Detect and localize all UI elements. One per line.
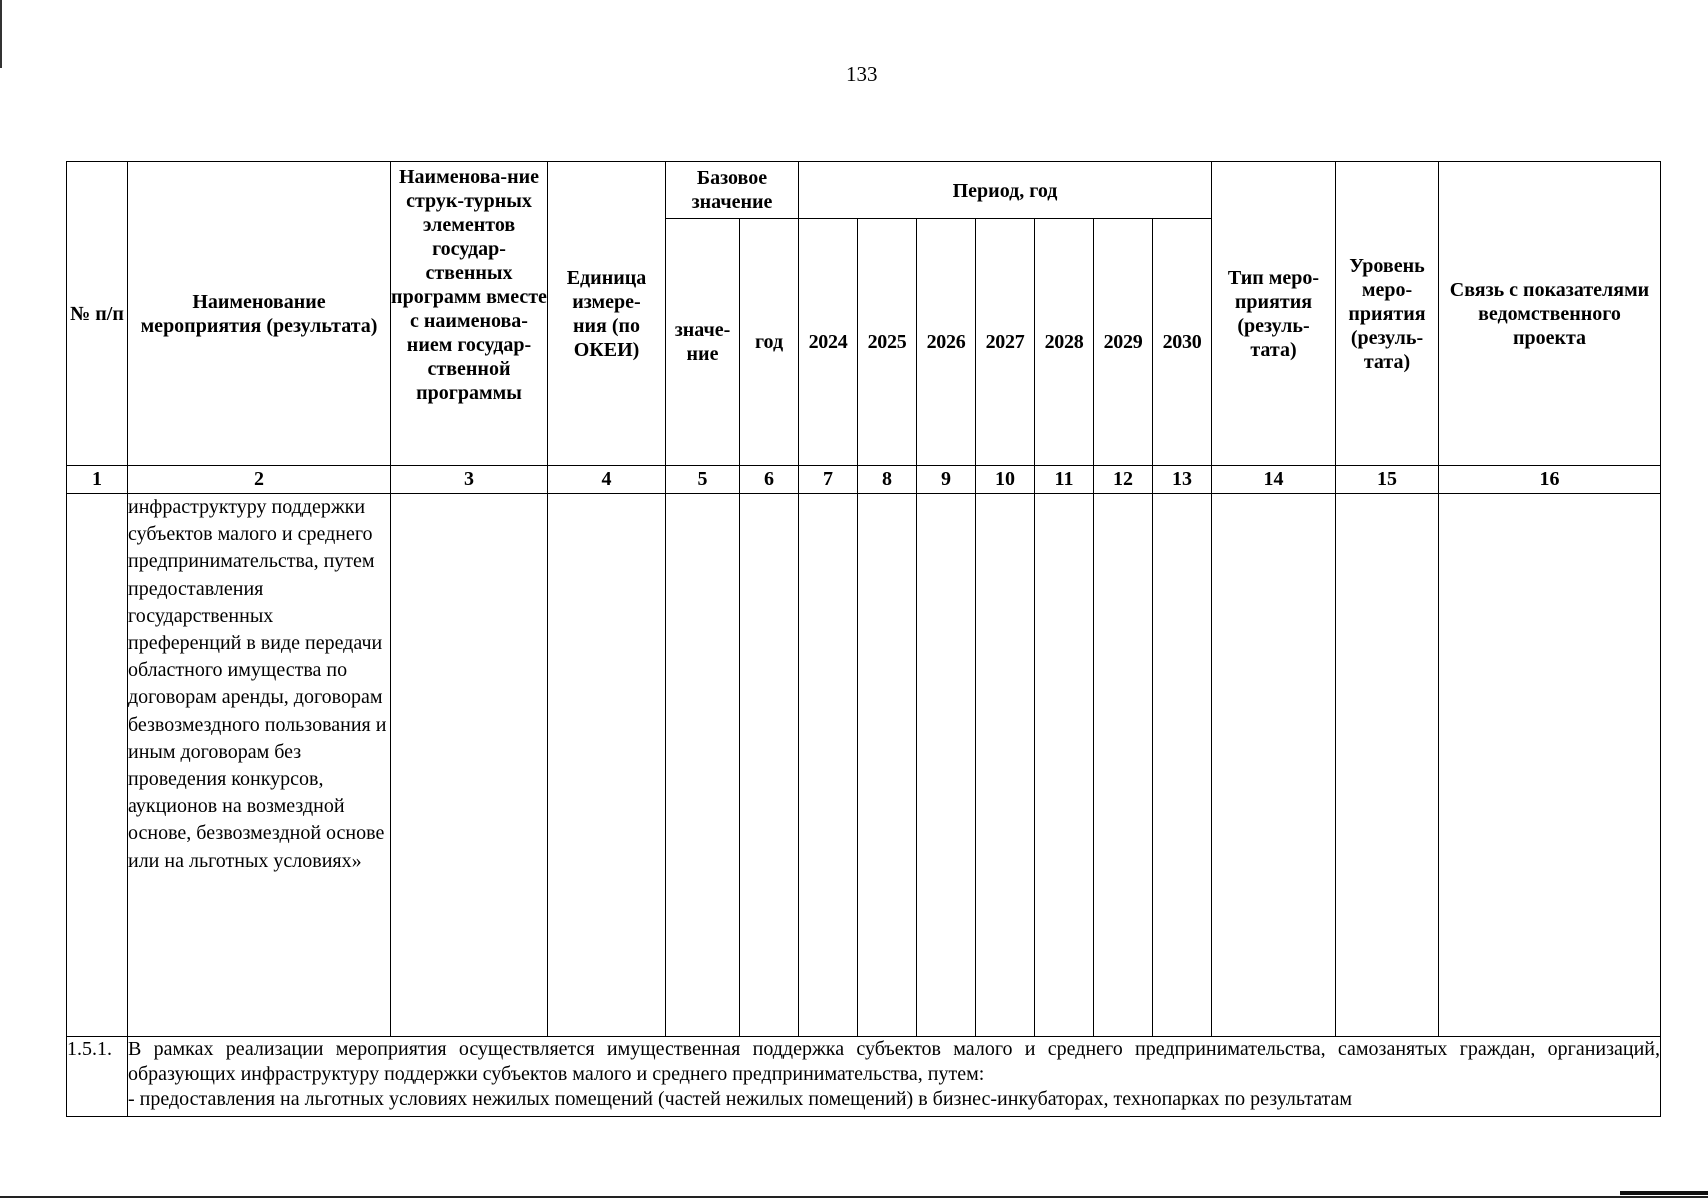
column-number: 9	[917, 466, 976, 494]
note-paragraph: В рамках реализации мероприятия осуществляется имущественная поддержка субъектов малого и среднего предпринимательства, самозанятых граждан, организаций, образующих инфраструктуру поддержки субъектов малого и среднего предпринимательства, путем:	[128, 1038, 1660, 1085]
empty-cell	[740, 494, 799, 1037]
column-number: 8	[858, 466, 917, 494]
header-year-2024: 2024	[799, 219, 858, 466]
header-year-2029: 2029	[1094, 219, 1153, 466]
empty-cell	[1439, 494, 1661, 1037]
header-measure-level: Уровень меро-приятия (резуль-тата)	[1336, 162, 1439, 466]
empty-cell	[1035, 494, 1094, 1037]
header-year-2027: 2027	[976, 219, 1035, 466]
header-period: Период, год	[799, 162, 1212, 219]
empty-cell	[1153, 494, 1212, 1037]
column-number: 3	[391, 466, 548, 494]
column-number: 2	[128, 466, 391, 494]
header-year-2026: 2026	[917, 219, 976, 466]
note-row	[67, 1037, 1661, 1117]
header-year-2025: 2025	[858, 219, 917, 466]
empty-cell	[1094, 494, 1153, 1037]
header-base-value-year: год	[740, 219, 799, 466]
column-number: 14	[1212, 466, 1336, 494]
header-unit: Единица измере-ния (по ОКЕИ)	[548, 162, 666, 466]
note-paragraph: - предоставления на льготных условиях нежилых помещений (частей нежилых помещений) в бизнес-инкубаторах, технопарках по результатам	[128, 1088, 1353, 1110]
column-number: 5	[666, 466, 740, 494]
column-number: 13	[1153, 466, 1212, 494]
column-number: 6	[740, 466, 799, 494]
header-year-2028: 2028	[1035, 219, 1094, 466]
column-number-row	[67, 466, 1661, 494]
note-number: 1.5.1.	[67, 1037, 128, 1117]
column-number: 1	[67, 466, 128, 494]
column-number: 12	[1094, 466, 1153, 494]
column-number: 11	[1035, 466, 1094, 494]
empty-cell	[799, 494, 858, 1037]
empty-cell	[391, 494, 548, 1037]
row-number-cell	[67, 494, 128, 1037]
column-number: 16	[1439, 466, 1661, 494]
left-edge-rule	[0, 0, 2, 68]
empty-cell	[1336, 494, 1439, 1037]
empty-cell	[1212, 494, 1336, 1037]
column-number: 10	[976, 466, 1035, 494]
empty-cell	[548, 494, 666, 1037]
column-number: 15	[1336, 466, 1439, 494]
header-measure-name: Наименование мероприятия (результата)	[128, 162, 391, 466]
column-number: 4	[548, 466, 666, 494]
empty-cell	[917, 494, 976, 1037]
column-number: 7	[799, 466, 858, 494]
note-text	[128, 1037, 1661, 1117]
empty-cell	[666, 494, 740, 1037]
bottom-edge-mark	[1620, 1191, 1708, 1195]
header-project-link: Связь с показателями ведомственного проекта	[1439, 162, 1661, 466]
header-structural-elements: Наименова-ние струк-турных элементов государ-ственных программ вместе с наименова-нием государ-ственной программы	[391, 162, 548, 466]
measure-description: инфраструктуру поддержки субъектов малого и среднего предпринимательства, путем предоставления государственных преференций в виде передачи областного имущества по договорам аренды, договорам безвозмездного пользования и иным договорам без проведения конкурсов, аукционов на возмездной основе, безвозмездной основе или на льготных условиях»	[128, 494, 391, 1037]
header-base-value: Базовое значение	[666, 162, 799, 219]
bottom-edge-rule	[0, 1196, 1708, 1198]
header-number: № п/п	[67, 162, 128, 466]
page-number: 133	[846, 62, 878, 86]
empty-cell	[858, 494, 917, 1037]
header-year-2030: 2030	[1153, 219, 1212, 466]
header-measure-type: Тип меро-приятия (резуль-тата)	[1212, 162, 1336, 466]
empty-cell	[976, 494, 1035, 1037]
header-base-value-value: значе-ние	[666, 219, 740, 466]
table-row	[67, 494, 1661, 1037]
measures-table	[66, 161, 1661, 1117]
